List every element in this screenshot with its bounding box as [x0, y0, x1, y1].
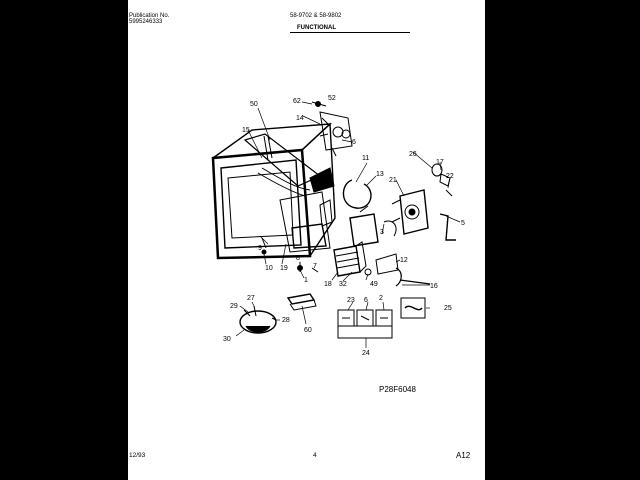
transformer [334, 242, 366, 276]
footer-code: A12 [456, 451, 471, 460]
callout-12: 12 [400, 257, 408, 264]
callout-50: 50 [250, 101, 258, 108]
callout-32: 32 [339, 281, 347, 288]
callout-60: 60 [304, 327, 312, 334]
callout-10: 10 [265, 265, 273, 272]
callout-28: 28 [282, 317, 290, 324]
figure-code: P28F6048 [379, 385, 416, 394]
callout-3: 3 [380, 229, 384, 236]
leader-lines [236, 102, 460, 348]
thermal-switch-cluster [312, 102, 352, 157]
publication-label: Publication No. [129, 13, 170, 19]
capacitor [350, 206, 396, 246]
control-parts [338, 298, 425, 338]
callout-8: 8 [296, 255, 300, 262]
callout-15: 15 [242, 127, 250, 134]
callout-1: 1 [304, 277, 308, 284]
callout-22: 22 [446, 173, 454, 180]
callout-29: 29 [230, 303, 238, 310]
callout-21: 21 [389, 177, 397, 184]
callout-52: 52 [328, 95, 336, 102]
callout-62: 62 [293, 98, 301, 105]
callout-13: 13 [376, 171, 384, 178]
callout-16: 16 [430, 283, 438, 290]
callout-11: 11 [362, 155, 370, 162]
cabinet-frame [213, 124, 335, 258]
callout-6: 6 [352, 139, 356, 146]
callout-25: 25 [444, 305, 452, 312]
callout-23: 23 [347, 297, 355, 304]
footer-page: 4 [313, 452, 317, 459]
callout-26: 26 [409, 151, 417, 158]
callout-7: 7 [313, 263, 317, 270]
footer-date: 12/93 [129, 452, 146, 459]
callout-49: 49 [370, 281, 378, 288]
callout-2: 2 [379, 295, 383, 302]
callout-9: 9 [258, 245, 262, 252]
fan-motor-assembly [392, 190, 456, 240]
callout-14: 14 [296, 115, 304, 122]
callout-30: 30 [223, 336, 231, 343]
model-numbers: 58-9702 & 58-9802 [290, 13, 342, 19]
callout-5: 5 [461, 220, 465, 227]
callout-17: 17 [436, 159, 444, 166]
callout-24: 24 [362, 350, 370, 357]
callout-19: 19 [280, 265, 288, 272]
callout-18: 18 [324, 281, 332, 288]
section-title: FUNCTIONAL [297, 25, 336, 31]
publication-number: 5995246333 [129, 19, 163, 25]
callout-6-lower: 6 [364, 297, 368, 304]
callout-27: 27 [247, 295, 255, 302]
